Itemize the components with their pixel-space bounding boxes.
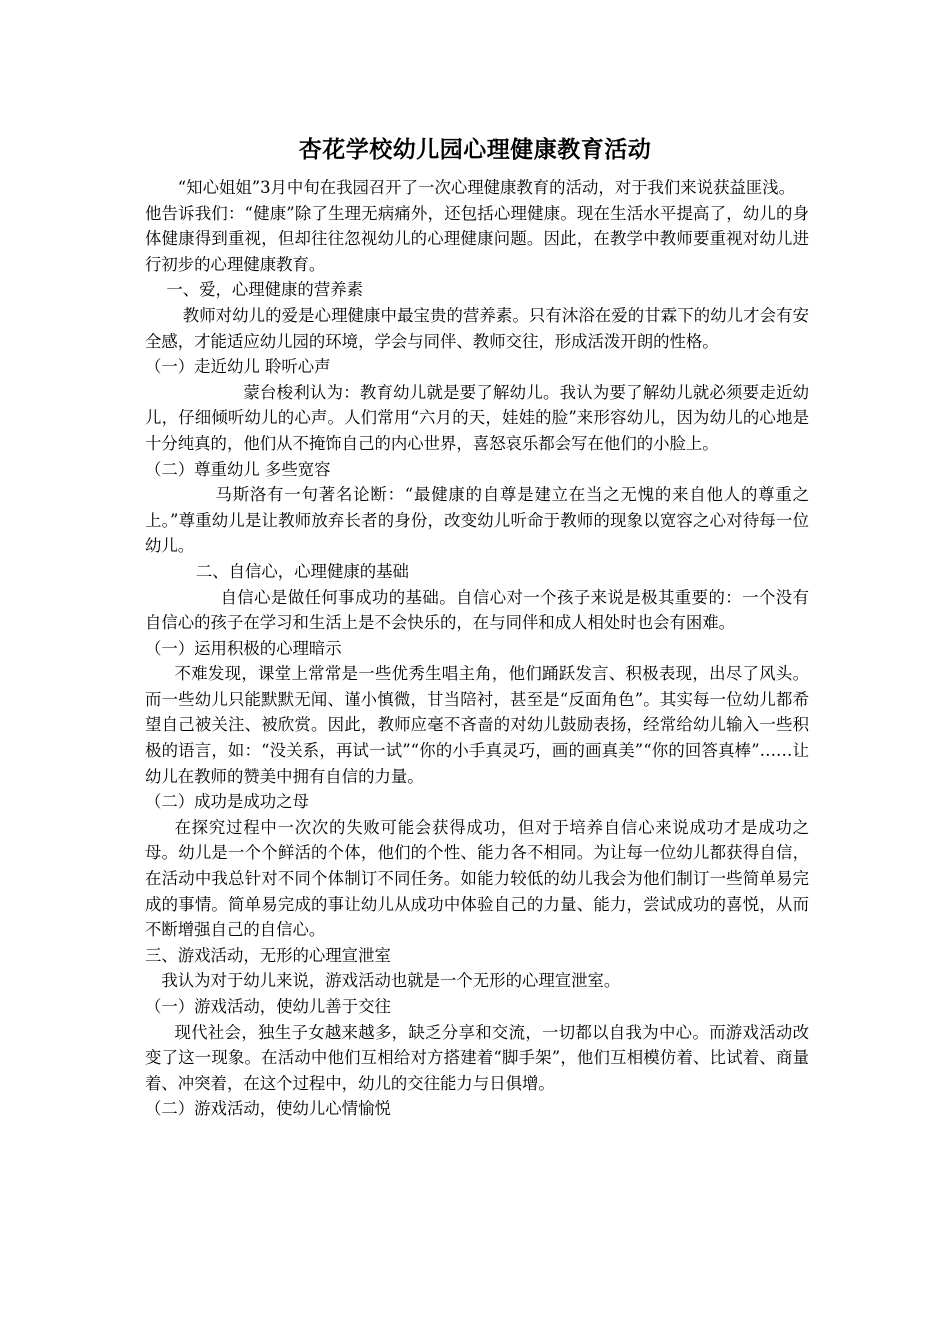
- section-heading-games: 三、游戏活动，无形的心理宣泄室: [145, 945, 391, 965]
- document-title: 杏花学校幼儿园心理健康教育活动: [298, 137, 652, 163]
- subsection-heading-communication: （一）游戏活动，使幼儿善于交往: [145, 997, 391, 1016]
- section-heading-confidence: 二、自信心，心理健康的基础: [195, 561, 409, 581]
- paragraph-confidence: 自信心是做任何事成功的基础。自信心对一个孩子来说是极其重要的：一个没有自信心的孩子在学习和生活上是不会快乐的，在与同伴和成人相处时也会有困难。: [145, 587, 809, 633]
- subsection-heading-approach: （一）走近幼儿 聆听心声: [145, 357, 331, 377]
- paragraph-maslow: 马斯洛有一句著名论断：“最健康的自尊是建立在当之无愧的来自他人的尊重之上。”尊重幼儿是让教师放弃长者的身份，改变幼儿听命于教师的现象以宽容之心对待每一位幼儿。: [145, 485, 809, 556]
- paragraph-games: 我认为对于幼儿来说，游戏活动也就是一个无形的心理宣泄室。: [161, 971, 621, 991]
- paragraph-love: 教师对幼儿的爱是心理健康中最宝贵的营养素。只有沐浴在爱的甘霖下的幼儿才会有安全感，才能适应幼儿园的环境，学会与同伴、教师交往，形成活泼开朗的性格。: [145, 305, 809, 351]
- subsection-heading-pleasure: （二）游戏活动，使幼儿心情愉悦: [145, 1099, 391, 1119]
- document-body: [145, 175, 809, 1122]
- subsection-heading-respect: （二）尊重幼儿 多些宽容: [145, 459, 331, 479]
- paragraph-intro: “知心姐姐”3月中旬在我园召开了一次心理健康教育的活动，对于我们来说获益匪浅。: [177, 178, 796, 197]
- subsection-heading-success: （二）成功是成功之母: [145, 792, 309, 812]
- paragraph-montessori: 蒙台梭利认为：教育幼儿就是要了解幼儿。我认为要了解幼儿就必须要走近幼儿，仔细倾听幼儿的心声。人们常用“六月的天，娃娃的脸”来形容幼儿，因为幼儿的心地是十分纯真的，他们从不掩饰自己的内心世界，喜怒哀乐都会写在他们的小脸上。: [145, 382, 809, 453]
- section-heading-love: 一、爱，心理健康的营养素: [166, 280, 363, 300]
- subsection-heading-suggestion: （一）运用积极的心理暗示: [145, 638, 342, 658]
- paragraph-suggestion: 不难发现，课堂上常常是一些优秀生唱主角，他们踊跃发言、积极表现，出尽了风头。而一些幼儿只能默默无闻、谨小慎微，甘当陪衬，甚至是“反面角色”。其实每一位幼儿都希望自己被关注、被欣赏。因此，教师应毫不吝啬的对幼儿鼓励表扬，经常给幼儿输入一些积极的语言，如：“没关系，再试一试”“你的小手真灵巧，画的画真美”“你的回答真棒”……让幼儿在教师的赞美中拥有自信的力量。: [145, 664, 809, 786]
- paragraph-health-definition: 他告诉我们：“健康”除了生理无病痛外，还包括心理健康。现在生活水平提高了，幼儿的身体健康得到重视，但却往往忽视幼儿的心理健康问题。因此，在教学中教师要重视对幼儿进行初步的心理健康教育。: [145, 203, 809, 274]
- paragraph-communication: 现代社会，独生子女越来越多，缺乏分享和交流，一切都以自我为中心。而游戏活动改变了这一现象。在活动中他们互相给对方搭建着“脚手架”，他们互相模仿着、比试着、商量着、冲突着，在这个过程中，幼儿的交往能力与日俱增。: [145, 1022, 809, 1093]
- paragraph-success: 在探究过程中一次次的失败可能会获得成功，但对于培养自信心来说成功才是成功之母。幼儿是一个个鲜活的个体，他们的个性、能力各不相同。为让每一位幼儿都获得自信，在活动中我总针对不同个体制订不同任务。如能力较低的幼儿我会为他们制订一些简单易完成的事情。简单易完成的事让幼儿从成功中体验自己的力量、能力，尝试成功的喜悦，从而不断增强自己的自信心。: [145, 817, 809, 940]
